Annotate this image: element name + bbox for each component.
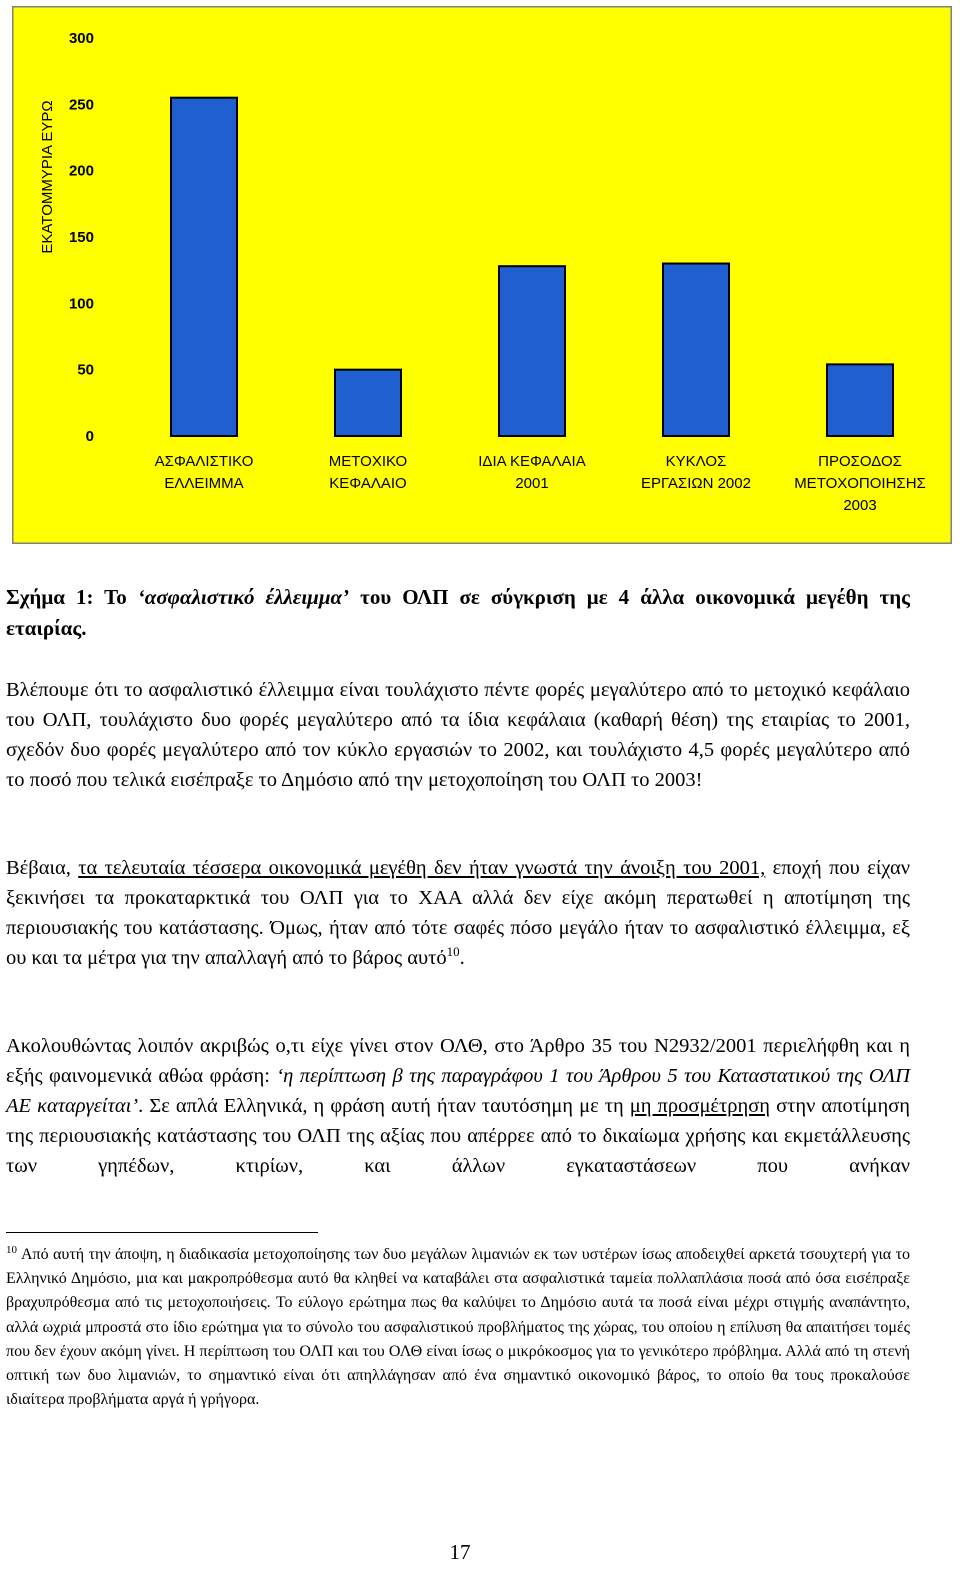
paragraph-law-article [6, 1031, 910, 1181]
paragraph-3-underlined: μη προσμέτρηση [629, 1095, 770, 1117]
footnote-reference: 10 [446, 944, 460, 960]
y-tick-label: 50 [77, 361, 94, 379]
paragraph-3-rest: στην αποτίμηση της περιουσιακής κατάστασης του ΟΛΠ της αξίας που απέρρεε από το δικαίωμα χρήσης και εκμετάλλευσης των γηπέδων, κτιρίων, και άλλων εγκαταστάσεων που ανήκαν [6, 1095, 910, 1177]
y-tick-label: 300 [68, 30, 94, 47]
y-tick-label: 150 [68, 229, 94, 246]
bar-chart [12, 6, 952, 544]
x-tick-label: ΚΥΚΛΟΣ ΕΡΓΑΣΙΩΝ 2002 [641, 453, 751, 492]
paragraph-2-lead: Βέβαια, [6, 857, 79, 879]
bar [499, 266, 565, 436]
paragraph-2-rest: εποχή που είχαν ξεκινήσει τα προκαταρκτικά του ΟΛΠ για το ΧΑΑ αλλά δεν είχε ακόμη περατωθεί η αποτίμηση της περιουσιακής του κατάστασης. Όμως, ήταν από τότε σαφές πόσο μεγάλο ήταν το ασφαλιστικό έλλειμμα, εξ ου και τα μέτρα για την απαλλαγή από το βάρος αυτό [6, 857, 910, 969]
y-tick-label: 100 [68, 295, 94, 313]
footnote-text: Από αυτή την άποψη, η διαδικασία μετοχοποίησης των δυο μεγάλων λιμανιών εκ των υστέρων ίσως αποδειχθεί αρκετά τσουχτερή για το Ελληνικό Δημόσιο, μια και μακροπρόθεσμα αυτό θα κληθεί να καταβάλει στα ασφαλιστικά ταμεία πολλαπλάσια ποσά από όσα εισέπραξε βραχυπρόθεσμα από τις μετοχοποιήσεις. Το εύλογο ερώτημα πως θα καλύψει το Δημόσιο αυτά τα ποσά είναι μέχρι στιγμής αναπάντητο, αλλά ωχριά μπροστά στο ίδιο ερώτημα για το σύνολο του ασφαλιστικού προβλήματος της χώρας, του οποίου η επίλυση θα απαιτήσει τομές που δεν έχουν ακόμη γίνει. Η περίπτωση του ΟΛΠ και του ΟΛΘ είναι ίσως ο μικρόκοσμος για το γενικότερο πρόβλημα. Αλλά από τη στενή οπτική των δυο λιμανιών, το σημαντικό είναι ότι απηλλάγησαν από ένα σημαντικό οικονομικό βάρος, το οποίο θα τους προκαλούσε ιδιαίτερα προβλήματα αργά ή γρήγορα. [6, 1246, 910, 1409]
y-axis-title: ΕΚΑΤΟΜΜΥΡΙΑ ΕΥΡΩ [39, 100, 56, 254]
x-tick-label: ΜΕΤΟΧΙΚΟ ΚΕΦΑΛΑΙΟ [328, 453, 408, 492]
page-number: 17 [449, 1540, 471, 1564]
bar [335, 370, 401, 436]
paragraph-3-italic-quote: ‘η περίπτωση β της παραγράφου 1 του Άρθρου 5 του Καταστατικού της ΟΛΠ ΑΕ καταργείται’ [6, 1065, 911, 1117]
paragraph-2-underlined: τα τελευταία τέσσερα οικονομικά μεγέθη δεν ήταν γνωστά την άνοιξη του 2001, [78, 857, 766, 879]
paragraph-3-mid: . Σε απλά Ελληνικά, η φράση αυτή ήταν ταυτόσημη με τη [138, 1095, 630, 1117]
x-tick-label: ΠΡΟΣΟΔΟΣ ΜΕΤΟΧΟΠΟΙΗΣΗΣ 2003 [794, 453, 926, 514]
x-tick-label: ΑΣΦΑΛΙΣΤΙΚΟ ΕΛΛΕΙΜΜΑ [154, 453, 254, 492]
bar [663, 264, 729, 436]
caption-rest: του ΟΛΠ σε σύγκριση με 4 άλλα οικονομικά μεγέθη της εταιρίας. [6, 585, 910, 640]
figure-caption [6, 582, 910, 644]
paragraph-3-lead: Ακολουθώντας λοιπόν ακριβώς ο,τι είχε γίνει στον ΟΛΘ, στο Άρθρο 35 του Ν2932/2001 περιελήφθη και η εξής φαινομενικά αθώα φράση: [6, 1035, 910, 1087]
footnote [6, 1243, 910, 1412]
paragraph-1-text: Βλέπουμε ότι το ασφαλιστικό έλλειμμα είναι τουλάχιστο πέντε φορές μεγαλύτερο από το μετοχικό κεφάλαιο του ΟΛΠ, τουλάχιστο δυο φορές μεγαλύτερο από τα ίδια κεφάλαια (καθαρή θέση) της εταιρίας το 2001, σχεδόν δυο φορές μεγαλύτερο από τον κύκλο εργασιών το 2002, και τουλάχιστο 4,5 φορές μεγαλύτερο από το ποσό που τελικά εισέπραξε το Δημόσιο από την μετοχοποίηση του ΟΛΠ το 2003! [6, 679, 910, 791]
y-tick-label: 250 [68, 96, 94, 114]
chart-canvas [12, 6, 952, 544]
y-tick-label: 0 [85, 428, 94, 445]
bar [171, 98, 237, 436]
paragraph-known-figures [6, 853, 910, 973]
paragraph-comparison [6, 675, 910, 795]
x-tick-label: ΙΔΙΑ ΚΕΦΑΛΑΙΑ 2001 [478, 453, 586, 492]
footnote-divider [6, 1232, 318, 1233]
paragraph-2-end: . [459, 947, 465, 969]
y-tick-label: 200 [68, 162, 94, 180]
footnote-mark: 10 [6, 1243, 17, 1256]
caption-lead: Σχήμα 1: Το [6, 585, 138, 609]
caption-quoted-term: ‘ασφαλιστικό έλλειμμα’ [137, 585, 350, 609]
bar [827, 364, 893, 436]
